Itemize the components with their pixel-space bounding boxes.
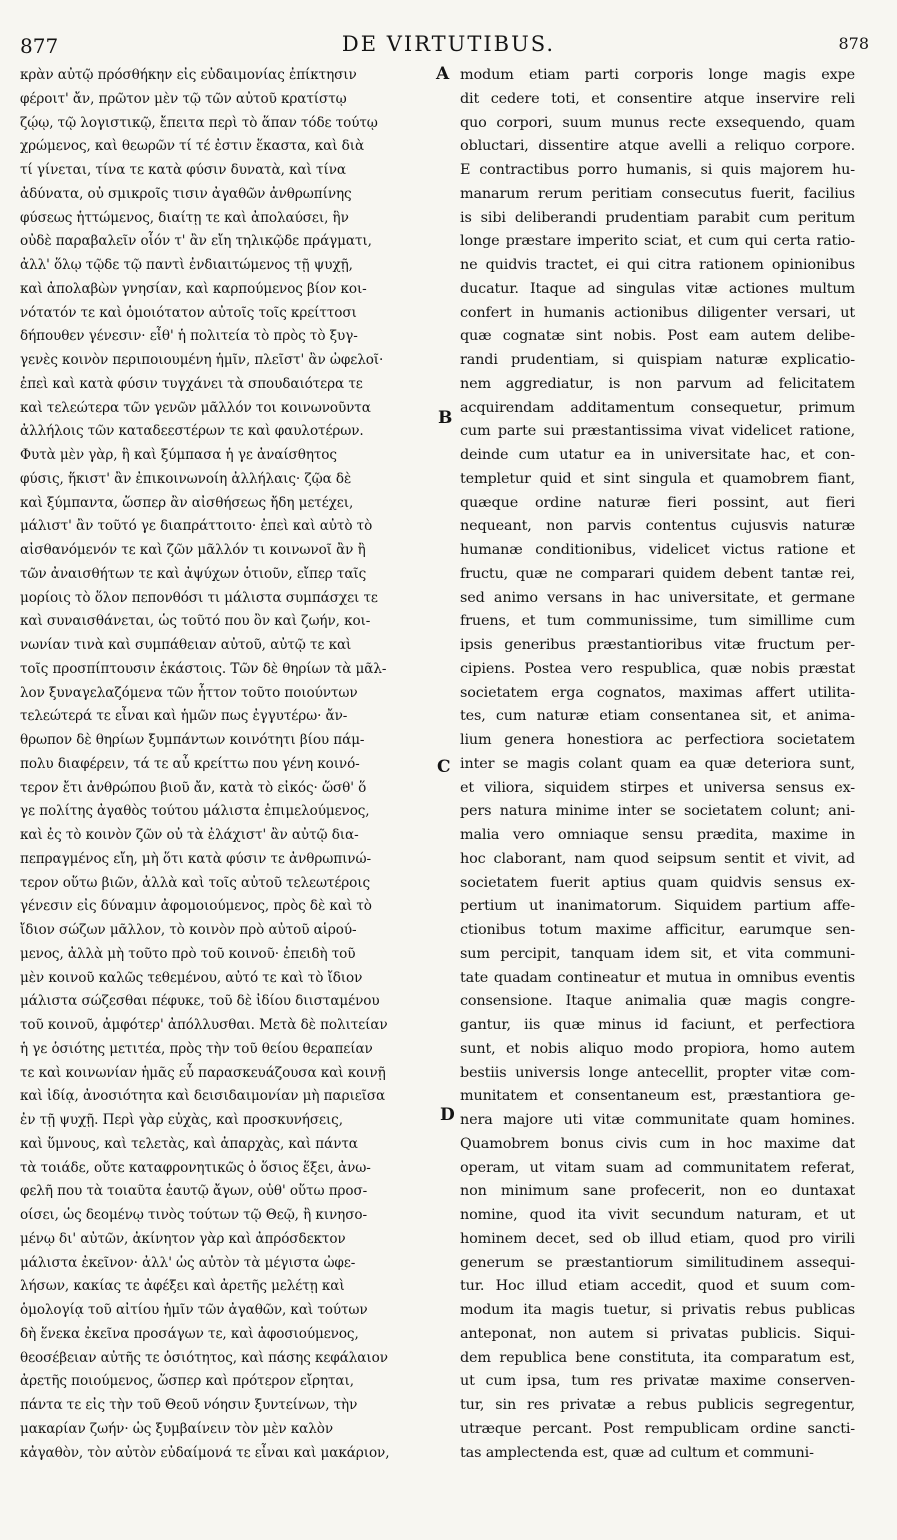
latin-text-line: sunt, et nobis aliquo modo propiora, homo autem bbox=[460, 1040, 855, 1057]
greek-text-line: ζῴῳ, τῷ λογιστικῷ, ἔπειτα περὶ τὸ ἅπαν τόδε τούτῳ bbox=[20, 114, 378, 131]
latin-text-line: modum ita magis tuetur, si privatis rebus publicas bbox=[460, 1302, 855, 1318]
latin-text-line: dit cedere toti, et consentire atque inservire reli bbox=[460, 90, 855, 107]
greek-text-line: καὶ ἀπολαβὼν γνησίαν, καὶ καρπούμενος βίον κοι- bbox=[20, 280, 367, 297]
greek-text-line: καὶ τελεώτερα τῶν γενῶν μᾶλλόν τοι κοινωνοῦντα bbox=[20, 399, 371, 416]
greek-text-line: φελῆ που τὰ τοιαῦτα ἑαυτῷ ἄγων, οὐθ' οὕτω προσ- bbox=[20, 1183, 368, 1200]
greek-text-line: ὁμολογίᾳ τοῦ αἰτίου ἡμῖν τῶν ἀγαθῶν, καὶ τούτων bbox=[20, 1302, 368, 1318]
latin-text-line: pers natura minime inter se societatem colunt; ani- bbox=[460, 803, 855, 820]
greek-text-line: δὴ ἕνεκα ἐκεῖνα προσάγων τε, καὶ ἀφοσιούμενος, bbox=[20, 1325, 359, 1342]
greek-text-line: λήσων, κακίας τε ἀφέξει καὶ ἀρετῆς μελέτῃ καὶ bbox=[20, 1278, 345, 1295]
latin-text-line: ne quidvis tractet, ei qui citra rationem opinionibus bbox=[460, 257, 855, 273]
greek-text-line: μενος, ἀλλὰ μὴ τοῦτο πρὸ τοῦ κοινοῦ· ἐπειδὴ τοῦ bbox=[20, 945, 356, 962]
latin-text-line: inter se magis colant quam ea quæ deteriora sunt, bbox=[460, 755, 855, 772]
latin-text-line: hoc claborant, nam quod seipsum sentit et vivit, ad bbox=[460, 850, 855, 867]
latin-text-line: tate quadam contineatur et mutua in omnibus eventis bbox=[460, 969, 855, 986]
greek-text-line: οίσει, ὡς δεομένῳ τινὸς τούτων τῷ Θεῷ, ἢ κινησο- bbox=[20, 1207, 367, 1223]
section-marker-d: D bbox=[440, 1105, 455, 1125]
latin-text-line: ctionibus totum maxime afficitur, earumque sen- bbox=[460, 922, 855, 938]
latin-text-line: is sibi deliberandi prudentiam parabit cum peritum bbox=[460, 209, 855, 226]
greek-text-line: μὲν κοινοῦ καλῶς τεθεμένου, αὐτό τε καὶ τὸ ἴδιον bbox=[20, 969, 363, 986]
latin-text-line: consensione. Itaque animalia quæ magis congre- bbox=[460, 993, 855, 1010]
latin-text-column bbox=[460, 64, 855, 1465]
greek-text-line: Φυτὰ μὲν γὰρ, ἣ καὶ ξύμπασα ἡ γε ἀναίσθητος bbox=[20, 447, 337, 463]
greek-text-line: θεοσέβειαν αὐτῆς τε ὁσιότητος, καὶ πάσης κεφάλαιον bbox=[20, 1349, 388, 1366]
greek-text-line: ἴδιον σώζων μᾶλλον, τὸ κοινὸν πρὸ αὐτοῦ αἱρού- bbox=[20, 922, 357, 938]
greek-text-line: πεπραγμένος εἴη, μὴ ὅτι κατὰ φύσιν τε ἀνθρωπινώ- bbox=[20, 850, 371, 867]
latin-text-line: nem aggrediatur, is non parvum ad felicitatem bbox=[460, 375, 855, 392]
greek-text-line: γένεσιν εἰς δύναμιν ἀφομοιούμενος, πρὸς δὲ καὶ τὸ bbox=[20, 898, 372, 915]
greek-text-line: πάντα τε εἰς τὴν τοῦ Θεοῦ νόησιν ξυντείνων, τὴν bbox=[20, 1397, 358, 1413]
greek-text-line: ἀλλήλοις τῶν καταδεεστέρων τε καὶ φαυλοτέρων. bbox=[20, 423, 364, 440]
latin-text-line: et viliora, siquidem stirpes et universa sensus ex- bbox=[460, 779, 855, 796]
greek-text-line: μακαρίαν ζωήν· ὡς ξυμβαίνειν τὸν μὲν καλὸν bbox=[20, 1420, 334, 1437]
greek-text-line: πολυ διαφέρειν, τά τε αὖ κρείττω που γένη κοινό- bbox=[20, 755, 360, 772]
greek-text-line: τερον οὕτω βιῶν, ἀλλὰ καὶ τοῖς αὐτοῦ τελεωτέροις bbox=[20, 874, 371, 891]
latin-text-line: operam, ut vitam suam ad communitatem referat, bbox=[460, 1159, 855, 1176]
greek-text-line: καὶ ἰδίᾳ, ἀνοσιότητα καὶ δεισιδαιμονίαν μὴ παριεῖσα bbox=[20, 1088, 386, 1105]
latin-text-line: sum percipit, tanquam idem sit, et vita communi- bbox=[460, 945, 855, 962]
latin-text-line: ducatur. Itaque ad singulas vitæ actiones multum bbox=[460, 280, 855, 297]
latin-text-line: randi prudentiam, si quispiam naturæ explicatio- bbox=[460, 352, 855, 368]
latin-text-line: longe præstare imperito sciat, et cum qui certa ratio- bbox=[460, 233, 855, 250]
latin-text-line: utræque percant. Post rempublicam ordine sancti- bbox=[460, 1420, 855, 1437]
greek-text-line: μορίοις τὸ ὅλον πεπονθόσι τι μάλιστα συμπάσχει τε bbox=[20, 589, 378, 606]
latin-text-line: nomine, quod ita vivit secundum naturam, et ut bbox=[460, 1207, 855, 1223]
latin-text-line: acquirendam additamentum consequetur, primum bbox=[460, 399, 855, 416]
greek-text-line: τί γίνεται, τίνα τε κατὰ φύσιν δυνατὰ, καὶ τίνα bbox=[20, 162, 346, 178]
latin-text-line: deinde cum utatur ea in universitate hac, et con- bbox=[460, 447, 855, 463]
latin-text-line: humanæ conditionibus, videlicet victus ratione et bbox=[460, 542, 855, 558]
latin-text-line: cum parte sui præstantissima vivat videlicet ratione, bbox=[460, 423, 855, 440]
latin-text-line: dem republica bene constituta, ita comparatum est, bbox=[460, 1349, 855, 1366]
greek-text-line: φύσεως ἡττώμενος, διαίτῃ τε καὶ ἀπολαύσει, ἣν bbox=[20, 209, 349, 226]
greek-text-line: ἀρετῆς ποιούμενος, ὥσπερ καὶ πρότερον εἴρηται, bbox=[20, 1373, 354, 1390]
greek-text-line: ἀδύνατα, οὐ σμικροῖς τισιν ἀγαθῶν ἀνθρωπίνης bbox=[20, 185, 352, 202]
latin-text-line: ut cum ipsa, tum res privatæ maxime conserven- bbox=[460, 1373, 855, 1390]
greek-text-line: χρώμενος, καὶ θεωρῶν τί τέ ἐστιν ἕκαστα, καὶ διὰ bbox=[20, 138, 365, 155]
greek-text-line: μάλιστα σώζεσθαι πέφυκε, τοῦ δὲ ἰδίου διισταμένου bbox=[20, 993, 380, 1010]
greek-text-line: φέροιτ' ἄν, πρῶτον μὲν τῷ τῶν αὐτοῦ κρατίστῳ bbox=[20, 90, 347, 107]
greek-text-line: ἡ γε ὁσιότης μετιτέα, πρὸς τὴν τοῦ θείου θεραπείαν bbox=[20, 1040, 373, 1057]
greek-text-line: κἀγαθὸν, τὸν αὐτὸν εὐδαίμονά τε εἶναι καὶ μακάριον, bbox=[20, 1444, 390, 1461]
latin-text-line: anteponat, non autem si privatas publicis. Siqui- bbox=[460, 1325, 855, 1342]
greek-text-line: θρωπον δὲ θηρίων ξυμπάντων κοινότητι βίου πάμ- bbox=[20, 732, 365, 748]
latin-text-line: generum se præstantiorum similitudinem assequi- bbox=[460, 1254, 855, 1271]
latin-text-line: Quamobrem bonus civis cum in hoc maxime dat bbox=[460, 1135, 855, 1152]
section-marker-b: B bbox=[438, 408, 453, 428]
greek-text-line: τοῦ κοινοῦ, ἀμφότερ' ἀπόλλυσθαι. Μετὰ δὲ πολιτείαν bbox=[20, 1017, 388, 1033]
latin-text-line: tur. Hoc illud etiam accedit, quod et suum com- bbox=[460, 1278, 855, 1295]
greek-text-line: γενὲς κοινὸν περιποιουμένη ἡμῖν, πλεῖστ' ἂν ὠφελοῖ· bbox=[20, 352, 384, 368]
running-title: DE VIRTUTIBUS. bbox=[341, 32, 556, 56]
latin-text-line: quæ cognatæ sint nobis. Post eam autem delibe- bbox=[460, 328, 855, 345]
greek-text-line: μένῳ δι' αὐτῶν, ἀκίνητον γὰρ καὶ ἀπρόσδεκτον bbox=[20, 1230, 346, 1247]
greek-text-line: μάλιστα ἐκεῖνον· ἀλλ' ὡς αὐτὸν τὰ μέγιστα ὠφε- bbox=[20, 1254, 356, 1271]
greek-text-line: λον ξυναγελαζόμενα τῶν ἧττον τοῦτο ποιούντων bbox=[20, 684, 358, 701]
greek-text-line: τελεώτερά τε εἶναι καὶ ἡμῶν πως ἐγγυτέρω· ἄν- bbox=[20, 708, 348, 725]
greek-text-line: οὐδὲ παραβαλεῖν οἷόν τ' ἂν εἴη τηλικῷδε πράγματι, bbox=[20, 233, 372, 250]
latin-text-line: ipsis generibus præstantioribus vitæ fructum per- bbox=[460, 637, 855, 653]
latin-text-line: bestiis universis longe antecellit, propter vitæ com- bbox=[460, 1064, 855, 1081]
latin-text-line: manarum rerum peritiam consecutus fuerit, facilius bbox=[460, 185, 855, 202]
latin-text-line: cipiens. Postea vero respublica, quæ nobis præstat bbox=[460, 660, 855, 677]
latin-text-line: tur, sin res privatæ a rebus publicis segregentur, bbox=[460, 1397, 855, 1413]
latin-text-line: templetur quid et sint singula et quamobrem fiant, bbox=[460, 470, 855, 487]
page-number-right: 878 bbox=[838, 34, 869, 53]
greek-text-line: καὶ ἐς τὸ κοινὸν ζῶν οὐ τὰ ἐλάχιστ' ἂν αὐτῷ δια- bbox=[20, 827, 359, 843]
greek-text-line: τοῖς προσπίπτουσιν ἑκάστοις. Τῶν δὲ θηρίων τὰ μᾶλ- bbox=[20, 660, 387, 677]
greek-text-line: καὶ ξύμπαντα, ὥσπερ ἂν αἰσθήσεως ἤδη μετέχει, bbox=[20, 494, 354, 511]
latin-text-line: sed animo versans in hac universitate, et germane bbox=[460, 589, 855, 606]
latin-text-line: nequeant, non parvis contentus cujusvis naturæ bbox=[460, 518, 855, 535]
greek-text-line: τὰ τοιάδε, οὔτε καταφρονητικῶς ὁ ὅσιος ἕξει, ἀνω- bbox=[20, 1159, 371, 1176]
greek-text-line: αἰσθανόμενόν τε καὶ ζῶν μᾶλλόν τι κοινωνοῖ ἂν ἢ bbox=[20, 542, 366, 558]
latin-text-line: confert in humanis actionibus diligenter versari, ut bbox=[460, 304, 855, 321]
latin-text-line: non minimum sane profecerit, non eo duntaxat bbox=[460, 1183, 855, 1200]
section-marker-a: A bbox=[436, 64, 450, 84]
latin-text-line: obluctari, dissentire atque avelli a reliquo corpore. bbox=[460, 138, 855, 155]
latin-text-line: societatem erga cognatos, maximas affert utilita- bbox=[460, 684, 855, 701]
latin-text-line: nera majore uti vitæ communitate quam homines. bbox=[460, 1112, 855, 1128]
greek-text-line: καὶ συναισθάνεται, ὡς τοῦτό που ὂν καὶ ζωήν, κοι- bbox=[20, 613, 371, 630]
latin-text-line: fructu, quæ ne comparari quidem debent tantæ rei, bbox=[460, 565, 855, 582]
latin-text-line: societatem fuerit aptius quam quidvis sensus ex- bbox=[460, 874, 855, 891]
greek-text-line: φύσις, ἥκιστ' ἂν ἐπικοινωνοίη ἀλλήλαις· ζῷα δὲ bbox=[20, 470, 352, 487]
latin-text-line: E contractibus porro humanis, si quis majorem hu- bbox=[460, 162, 855, 178]
greek-text-line: νωνίαν τινὰ καὶ συμπάθειαν αὐτοῦ, αὐτῷ τε καὶ bbox=[20, 637, 352, 653]
latin-text-line: modum etiam parti corporis longe magis expe bbox=[460, 67, 855, 83]
greek-text-line: τῶν ἀναισθήτων τε καὶ ἀψύχων ὁτιοῦν, εἴπερ ταῖς bbox=[20, 565, 367, 582]
greek-text-line: ἐν τῇ ψυχῇ. Περὶ γὰρ εὐχὰς, καὶ προσκυνήσεις, bbox=[20, 1112, 343, 1128]
greek-text-line: νότατόν τε καὶ ὁμοιότατον αὐτοῖς τοῖς κρείττοσι bbox=[20, 304, 357, 321]
greek-text-line: τε καὶ κοινωνίαν ἡμᾶς εὖ παρασκευάζουσα καὶ κοινῇ bbox=[20, 1064, 386, 1081]
latin-text-line: pertium ut inanimatorum. Siquidem partium affe- bbox=[460, 898, 855, 915]
latin-text-line: quæque ordine naturæ fieri possint, aut fieri bbox=[460, 494, 855, 511]
latin-text-line: malia vero omniaque sensu prædita, maxime in bbox=[460, 827, 855, 843]
greek-text-line: μάλιστ' ἂν τοῦτό γε διαπράττοιτο· ἐπεὶ καὶ αὐτὸ τὸ bbox=[20, 518, 373, 535]
greek-text-line: ἐπεὶ καὶ κατὰ φύσιν τυγχάνει τὰ σπουδαιότερα τε bbox=[20, 375, 363, 392]
latin-text-line: lium genera honestiora ac perfectiora societatem bbox=[460, 732, 855, 748]
latin-text-line: tes, cum naturæ etiam consentanea sit, et anima- bbox=[460, 708, 855, 725]
greek-text-line: γε πολίτης ἀγαθὸς τούτου μάλιστα ἐπιμελούμενος, bbox=[20, 803, 370, 820]
page-number-left: 877 bbox=[20, 34, 59, 58]
latin-text-line: gantur, iis quæ minus id faciunt, et perfectiora bbox=[460, 1017, 855, 1033]
latin-text-line: tas amplectenda est, quæ ad cultum et communi- bbox=[460, 1444, 814, 1461]
latin-text-line: fruens, et tum communissime, tum simillime cum bbox=[460, 613, 855, 630]
latin-text-line: quo corpori, suum munus recte exsequendo, quam bbox=[460, 114, 855, 131]
greek-text-line: δήπουθεν γένεσιν· εἶθ' ἡ πολιτεία τὸ πρὸς τὸ ξυγ- bbox=[20, 328, 358, 345]
greek-text-line: ἀλλ' ὅλῳ τῷδε τῷ παντὶ ἐνδιαιτώμενος τῇ ψυχῇ, bbox=[20, 257, 353, 273]
latin-text-line: hominem decet, sed ob illud etiam, quod pro virili bbox=[460, 1230, 855, 1247]
greek-text-line: καὶ ὕμνους, καὶ τελετὰς, καὶ ἀπαρχὰς, καὶ πάντα bbox=[20, 1135, 358, 1152]
greek-text-line: τερον ἔτι ἀνθρώπου βιοῦ ἄν, κατὰ τὸ εἰκός· ὥσθ' ὅ bbox=[20, 779, 367, 796]
page-header bbox=[0, 30, 897, 64]
latin-text-line: munitatem et consentaneum est, præstantiora ge- bbox=[460, 1088, 855, 1105]
section-marker-c: C bbox=[437, 757, 451, 777]
greek-text-column bbox=[20, 64, 440, 1465]
greek-text-line: κρὰν αὐτῷ πρόσθήκην εἰς εὐδαιμονίας ἐπίκτησιν bbox=[20, 67, 357, 83]
